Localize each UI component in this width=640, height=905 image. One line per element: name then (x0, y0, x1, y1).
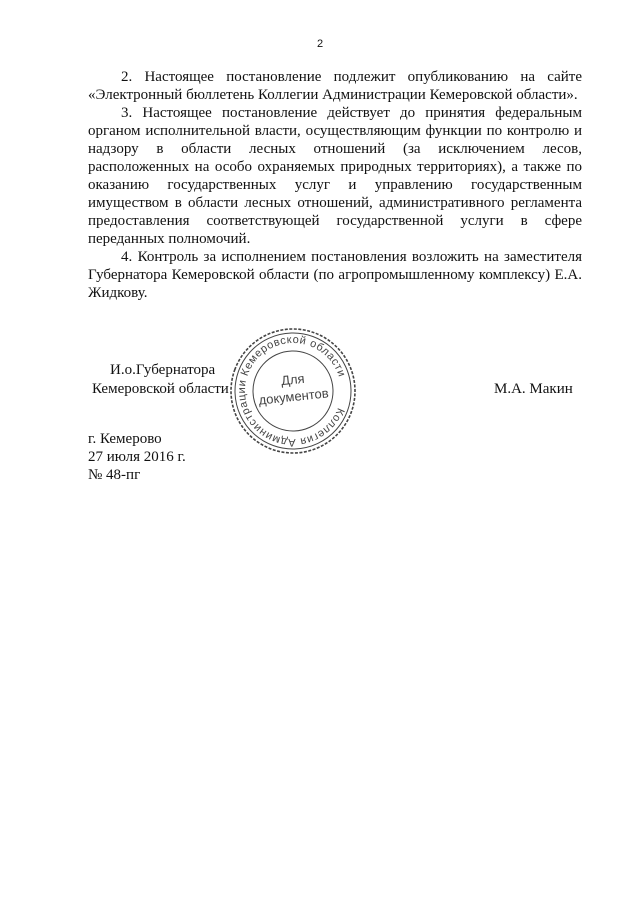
paragraph-validity: 3. Настоящее постановление действует до принятия федеральным органом исполнительной власти, осуществляющим функции по контролю и надзору в области лесных отношений (за исключением лесов, расположенных на особо охраняемых природных территориях), а также по оказанию государственных услуг и управлению государственным имуществом в области лесных отношений, административного регламента предоставления соответствующей государственной услуги в сфере переданных полномочий. (88, 105, 582, 247)
document-number: № 48-пг (88, 467, 141, 483)
official-stamp (228, 326, 358, 456)
paragraph-control: 4. Контроль за исполнением постановления возложить на заместителя Губернатора Кемеровской области (по агропромышленному комплексу) Е.А. Жидкову. (88, 249, 582, 301)
signatory-title-line1: И.о.Губернатора (110, 362, 216, 378)
document-body (88, 68, 582, 302)
page-number: 2 (316, 38, 324, 50)
stamp-inner-line1: Для (280, 370, 306, 389)
signatory-name: М.А. Макин (494, 381, 573, 397)
document-footer (88, 430, 186, 484)
stamp-outer-text: Коллегия Администрации Кемеровской области (235, 333, 348, 449)
issue-date: 27 июля 2016 г. (88, 449, 186, 465)
stamp-inner-line2: документов (257, 385, 330, 408)
issue-city: г. Кемерово (88, 431, 162, 447)
signatory-title-line2: Кемеровской области (92, 381, 229, 397)
paragraph-publication: 2. Настоящее постановление подлежит опубликованию на сайте «Электронный бюллетень Коллегии Администрации Кемеровской области». (88, 69, 582, 103)
